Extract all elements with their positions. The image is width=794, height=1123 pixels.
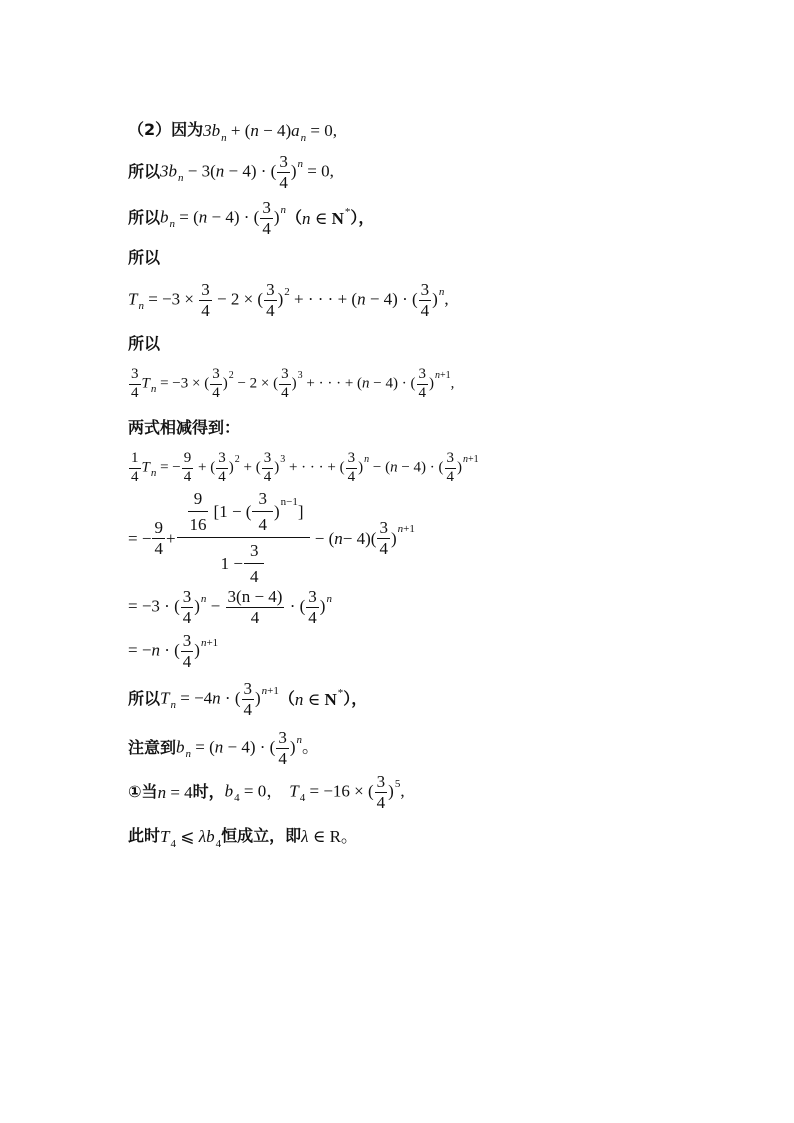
equation-geometric-sum: = − $\frac{9}{4}$ + $\frac{9}{16}$ [1 − ( $\frac{3}{4}$ ) n−1 ] 1 − $\frac{3}{4}$ − ( n − 4)( $\frac{3}{4}$ ) n+1	[128, 489, 415, 586]
label-when: 时，	[192, 782, 225, 801]
equation-tn-result: $T_n = -4n$ · ( $\frac{3}{4}$ )$^{n+1}$	[160, 678, 279, 719]
line-so-4	[128, 332, 160, 356]
line-tn-sum	[128, 278, 449, 322]
equation-bn: $b_n = (n - 4)$ · ( $\frac{3}{4}$ )$^n$	[160, 197, 287, 238]
line-tn-result	[128, 676, 367, 722]
line-geometric-sum	[128, 489, 415, 586]
label-note: 注意到	[128, 738, 177, 757]
label-case-1: ①当	[128, 782, 158, 801]
line-given	[128, 118, 337, 142]
condition-n-2: n ∈ N*	[294, 686, 344, 709]
label-so-3: 所以	[128, 248, 161, 267]
line-note-bn	[128, 726, 319, 770]
line-case-n4	[128, 770, 405, 814]
equation-given: $3b_n + (n - 4)a_n = 0$,	[203, 120, 337, 144]
equation-tn: $T_n = -3$ × $\frac{3}{4}$ − 2 × ( $\frac{3}{4}$ )$^2$ + · · · + (n − 4) · ( $\frac{3}{4}$ )$^n$,	[128, 279, 449, 320]
equation-simplify-1: = −3 · ( $\frac{3}{4}$ )$^n$ − $\frac{3(n - 4)}{4}$ · ( $\frac{3}{4}$ )$^n$	[128, 586, 332, 627]
line-subtract	[128, 416, 240, 440]
equation-substitute: $3b_n - 3(n - 4)$ · ( $\frac{3}{4}$ )$^n$ = 0,	[160, 151, 334, 192]
equation-simplify-2: = −n · ( $\frac{3}{4}$ )$^{n+1}$	[128, 630, 219, 671]
line-conclusion	[128, 824, 358, 848]
label-because: （2）因为	[128, 120, 204, 139]
paren-close-2: ），	[343, 689, 368, 708]
line-simplify-2	[128, 630, 218, 672]
line-three-quarter-tn	[128, 362, 454, 406]
condition-n: n ∈ N*	[302, 205, 351, 228]
label-so-2: 所以	[128, 208, 161, 227]
label-then: 此时	[128, 826, 161, 845]
equation-quarter-tn: $\frac{1}{4}$ $T_n$ = − $\frac{9}{4}$ + ( $\frac{3}{4}$ )$^2$ + ( $\frac{3}{4}$ )$^3$ + · · · + ( $\frac{3}{4}$ )$^n$ − (n − 4) · ( $\frac{3}{4}$ )$^{n+1}$	[131, 449, 479, 485]
label-so-1: 所以	[128, 162, 161, 181]
equation-b4-t4: $b_4 = 0$， $T_4 = -16$ × ( $\frac{3}{4}$ )$^5$,	[224, 771, 405, 812]
equation-n-eq-4: n = 4	[157, 782, 193, 802]
equation-note-bn: $b_n = (n - 4)$ · ( $\frac{3}{4}$ )$^n$。	[176, 727, 320, 768]
line-bn-formula	[128, 198, 374, 238]
label-so-4: 所以	[128, 334, 161, 353]
label-subtract: 两式相减得到：	[128, 418, 241, 437]
equation-three-quarter-tn: $\frac{3}{4}$ $T_n = -3$ × ( $\frac{3}{4}$ )$^2$ − 2 × ( $\frac{3}{4}$ )$^3$ + · · · + (n − 4) · ( $\frac{3}{4}$ )$^{n+1}$,	[131, 365, 455, 401]
line-substitute	[128, 152, 334, 192]
label-always-holds: 恒成立，即	[221, 826, 302, 845]
line-quarter-tn	[128, 446, 479, 490]
paren-open-2: （	[278, 689, 295, 708]
equation-inequality: $T_4$ ⩽ $\lambda b_4$	[160, 826, 222, 850]
paren-close: ），	[350, 208, 375, 227]
label-so-5: 所以	[128, 689, 161, 708]
paren-open: （	[286, 208, 303, 227]
equation-lambda-real: λ ∈ R。	[301, 826, 358, 846]
line-simplify-1	[128, 584, 332, 630]
line-so-3	[128, 246, 160, 270]
